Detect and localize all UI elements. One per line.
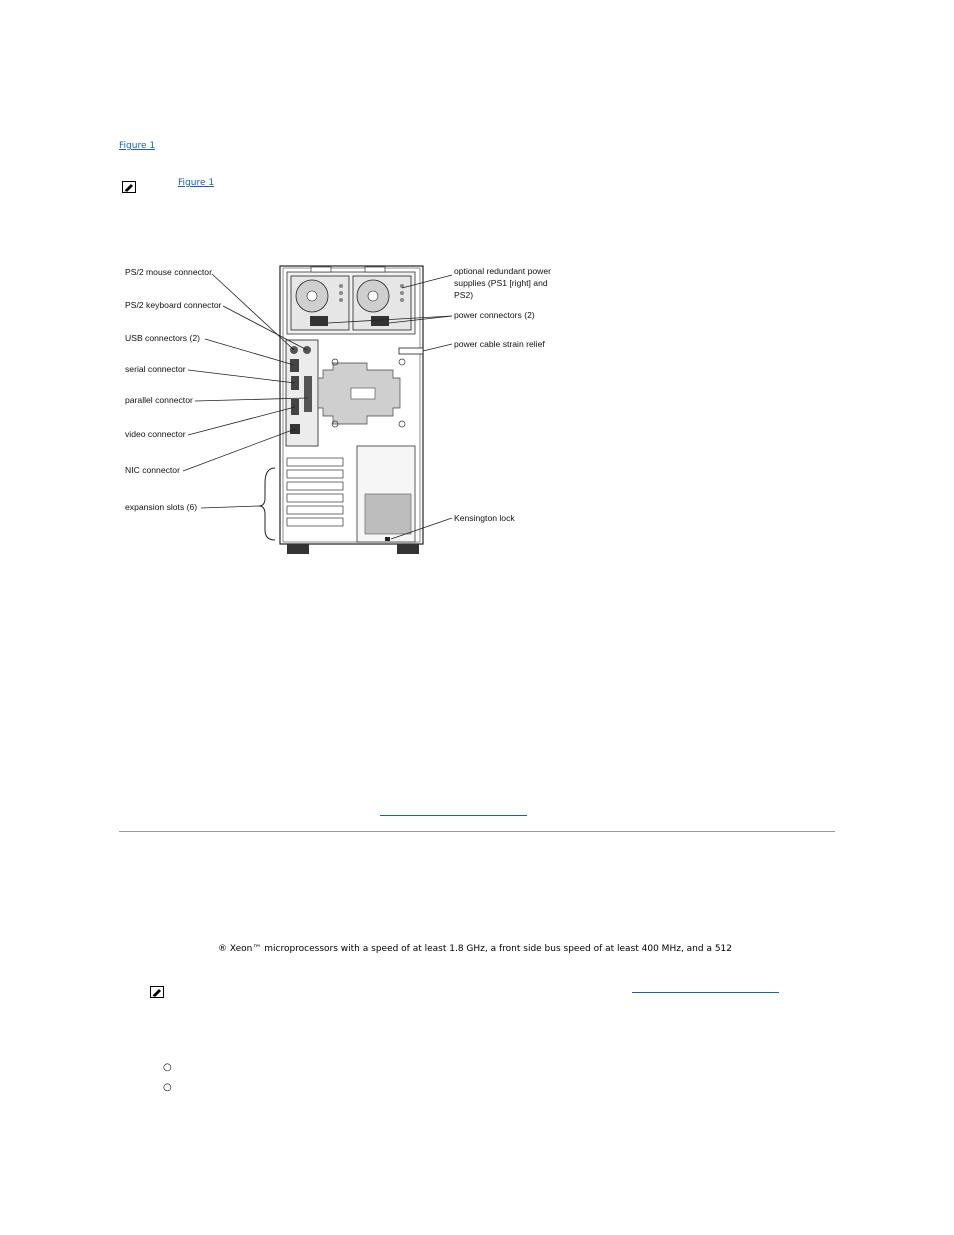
label-psu-line3: PS2): [454, 290, 474, 300]
label-psu-line1: optional redundant power: [454, 266, 551, 276]
label-power-connectors: power connectors (2): [454, 310, 535, 320]
label-video: video connector: [125, 429, 186, 439]
usb-ports: [290, 359, 299, 372]
strain-relief: [399, 348, 423, 354]
label-expansion-slots: expansion slots (6): [125, 502, 198, 512]
kensington-lock-slot: [385, 537, 390, 541]
bullet-1: ○: [163, 1062, 172, 1073]
lower-vent: [365, 494, 411, 534]
label-parallel: parallel connector: [125, 395, 193, 405]
label-usb: USB connectors (2): [125, 333, 200, 343]
label-ps2-mouse: PS/2 mouse connector: [125, 267, 212, 277]
note-icon-2: [150, 983, 164, 1002]
mid-link[interactable]: [380, 806, 527, 816]
bottom-link[interactable]: [632, 983, 779, 993]
label-kensington: Kensington lock: [454, 513, 515, 523]
chassis-foot-left: [287, 544, 309, 554]
label-ps2-keyboard: PS/2 keyboard connector: [125, 300, 222, 310]
back-panel-figure: [115, 258, 565, 563]
label-serial: serial connector: [125, 364, 186, 374]
back-panel-diagram: [115, 258, 565, 563]
parallel-port: [304, 376, 312, 412]
chassis-foot-right: [397, 544, 419, 554]
power-connector-right: [371, 316, 389, 326]
label-psu-line2: supplies (PS1 [right] and: [454, 278, 548, 288]
label-strain-relief: power cable strain relief: [454, 339, 545, 349]
figure-1-link-top[interactable]: Figure 1: [119, 141, 156, 151]
section-divider: [119, 831, 835, 832]
xeon-text: ® Xeon™ microprocessors with a speed of at least 1.8 GHz, a front side bus speed of at least 400 MHz, and a 512: [218, 944, 733, 954]
figure-1-link-note[interactable]: Figure 1: [178, 178, 215, 188]
note-icon: [122, 178, 136, 197]
bullet-2: ○: [163, 1082, 172, 1093]
label-nic: NIC connector: [125, 465, 180, 475]
power-connector-left: [310, 316, 328, 326]
expansion-bracket: [259, 468, 275, 540]
